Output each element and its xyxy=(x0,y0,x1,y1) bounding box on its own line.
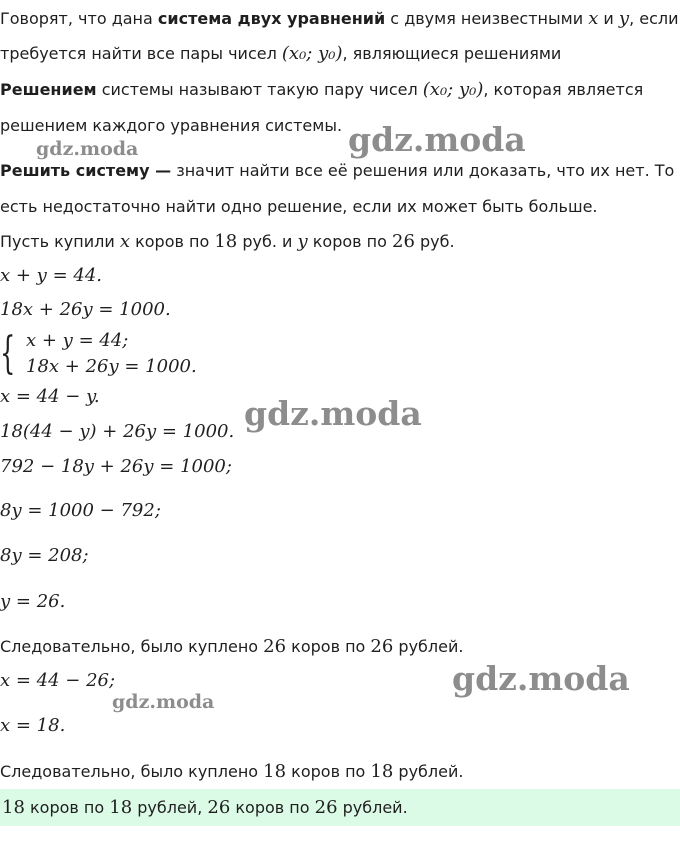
system-brace: { xyxy=(0,328,16,379)
solution-setup xyxy=(0,231,455,253)
number: 18 xyxy=(214,231,238,252)
watermark: gdz.moda xyxy=(348,120,526,159)
text: , являющиеся решениями xyxy=(342,44,562,63)
text: с двумя неизвестными xyxy=(385,9,589,28)
text: рублей, xyxy=(132,798,208,817)
text: , которая является xyxy=(483,80,644,99)
intro-line-6 xyxy=(0,196,598,218)
equation-6: 8y = 1000 − 792; xyxy=(0,500,161,521)
equation-7: 8y = 208; xyxy=(0,545,89,566)
number: 26 xyxy=(314,797,338,818)
intro-line-3 xyxy=(0,79,643,101)
conclusion-2 xyxy=(0,761,463,783)
number: 18 xyxy=(109,797,133,818)
text: решением каждого уравнения системы. xyxy=(0,116,343,135)
text: коров по xyxy=(130,232,215,251)
term-solution: Решением xyxy=(0,80,97,99)
text: системы называют такую пару чисел xyxy=(96,80,423,99)
watermark: gdz.moda xyxy=(112,691,215,713)
number: 18 xyxy=(263,761,287,782)
system-equation-1: x + y = 44; xyxy=(26,330,129,351)
text: есть недостаточно найти одно решение, если их может быть больше. xyxy=(0,197,598,216)
text: и xyxy=(598,9,619,28)
text: требуется найти все пары чисел xyxy=(0,44,282,63)
number: 18 xyxy=(2,797,25,818)
intro-line-4 xyxy=(0,115,342,137)
pair: (x₀; y₀) xyxy=(281,43,343,64)
text: рублей. xyxy=(337,798,408,817)
equation-8: y = 26. xyxy=(0,591,66,612)
watermark: gdz.moda xyxy=(36,138,139,160)
text: руб. и xyxy=(237,232,298,251)
text: коров по xyxy=(286,762,371,781)
equation-3: x = 44 − y. xyxy=(0,386,100,407)
number: 26 xyxy=(207,797,231,818)
term-solve: Решить систему — xyxy=(0,161,172,180)
equation-4: 18(44 − y) + 26y = 1000. xyxy=(0,421,235,442)
watermark: gdz.moda xyxy=(244,394,422,433)
equation-2: 18x + 26y = 1000. xyxy=(0,299,171,320)
text: коров по xyxy=(307,232,392,251)
text: коров по xyxy=(24,798,110,817)
intro-line-1 xyxy=(0,8,679,30)
text: Следовательно, было куплено xyxy=(0,762,264,781)
intro-line-5 xyxy=(0,160,674,182)
equation-10: x = 18. xyxy=(0,715,66,736)
text: Пусть купили xyxy=(0,232,120,251)
number: 26 xyxy=(392,231,415,252)
number: 26 xyxy=(263,636,287,657)
text: Говорят, что дана xyxy=(0,9,158,28)
equation-9: x = 44 − 26; xyxy=(0,670,116,691)
pair: (x₀; y₀) xyxy=(422,79,484,100)
number: 26 xyxy=(370,636,394,657)
var-y: y xyxy=(297,231,308,252)
text: , если xyxy=(629,9,679,28)
term-system: система двух уравнений xyxy=(157,9,386,28)
equation-5: 792 − 18y + 26y = 1000; xyxy=(0,456,232,477)
system-equation-2: 18x + 26y = 1000. xyxy=(26,356,197,377)
equation-1: x + y = 44. xyxy=(0,265,102,286)
var-y: y xyxy=(618,8,630,29)
var-x: x xyxy=(119,231,130,252)
var-x: x xyxy=(588,8,599,29)
text: значит найти все её решения или доказать, что их нет. То xyxy=(171,161,675,180)
conclusion-1 xyxy=(0,636,463,658)
text: Следовательно, было куплено xyxy=(0,637,264,656)
watermark: gdz.moda xyxy=(452,659,630,698)
text: рублей. xyxy=(393,762,464,781)
answer-text xyxy=(2,797,408,819)
text: коров по xyxy=(230,798,315,817)
number: 18 xyxy=(370,761,394,782)
text: коров по xyxy=(286,637,371,656)
intro-line-2 xyxy=(0,43,561,65)
text: руб. xyxy=(414,232,455,251)
text: рублей. xyxy=(393,637,464,656)
